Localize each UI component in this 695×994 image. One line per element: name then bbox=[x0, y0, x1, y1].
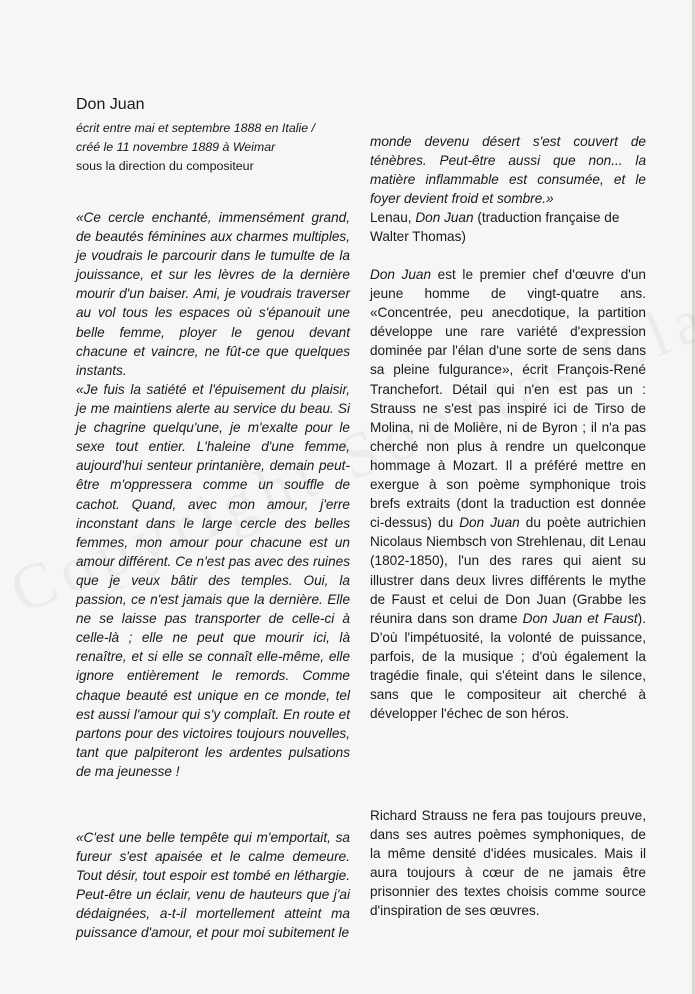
quote-attribution bbox=[370, 208, 646, 246]
quote-text: monde devenu désert s'est couvert de ténèbres. Peut-être aussi que non... la matière inflammable est consumée, et le foyer devient froid et sombre.» bbox=[370, 134, 646, 207]
conductor-info: sous la direction du compositeur bbox=[76, 158, 254, 173]
body-text-part: est le premier chef d'œuvre d'un jeune homme de vingt-quatre ans. «Concentrée, peu anecdotique, la partition développe une rare variété d'expression dominée par l'élan d'une sorte de sens dans sa pleine fulgurance», écrit François-René Tranchefort. Détail qui n'en est pas un : Strauss ne s'est pas inspiré ici de Tirso de Molina, ni de Molière, ni de Byron ; il n'a pas cherché non plus à rendre un quelconque hommage à Mozart. Il a préféré mettre en exergue à son poème symphonique trois brefs extraits (dont la traduction est donnée ci-dessus) du bbox=[370, 267, 646, 531]
body-text-part: ). D'où l'impétuosité, la volonté de puissance, parfois, de la musique ; d'où également la tragédie finale, qui s'éteint dans le silence, sans que le compositeur ait cherché à développer l'échec de son héros. bbox=[370, 610, 646, 722]
composition-dates: écrit entre mai et septembre 1888 en Italie / bbox=[76, 121, 315, 135]
work-info bbox=[76, 119, 366, 175]
quote-paragraph-1 bbox=[76, 208, 350, 380]
attribution-work-title: Don Juan bbox=[415, 210, 474, 225]
attribution-author: Lenau, bbox=[370, 210, 416, 225]
body-text-part: du poète autrichien Nicolaus Niembsch von Strehlenau, dit Lenau (1802-1850), l'un des rares qui aient su illustrer dans deux livres différents le mythe de Faust et celui de Don Juan (Grabbe les réunira dans son drame bbox=[370, 515, 646, 626]
work-title: Don Juan et Faust bbox=[522, 610, 638, 626]
work-title: Don Juan bbox=[370, 267, 432, 282]
page-title: Don Juan bbox=[76, 96, 145, 113]
quote-paragraph-2 bbox=[76, 380, 350, 781]
body-paragraph-1 bbox=[370, 265, 646, 723]
body-text: Richard Strauss ne fera pas toujours preuve, dans ses autres poèmes symphoniques, de la même densité d'idées musicales. Mais il aura toujours à cœur de ne jamais être prisonnier des textes choisis comme source d'inspiration de ses œuvres. bbox=[370, 808, 646, 919]
body-text bbox=[370, 265, 646, 723]
quote-continuation bbox=[370, 132, 646, 208]
quote-text: «Je fuis la satiété et l'épuisement du plaisir, je me maintiens alerte au service du beau. Si je chagrine quelqu'une, je m'exalte pour le sexe tout entier. L'haleine d'une femme, aujourd'hui senteur printanière, demain peut-être m'oppressera comme un souffle de cachot. Quand, avec mon amour, j'erre inconstant dans le large cercle des belles femmes, mon amour pour chacune est un amour différent. Ce n'est pas avec des ruines que je veux bâtir des temples. Oui, la passion, ce n'est jamais que la dernière. Elle ne se laisse pas transporter de celle-ci à celle-là ; elle ne peut que mourir ici, là renaître, et si elle se connaît elle-même, elle ignore entièrement le remords. Comme chaque beauté est unique en ce monde, tel est aussi l'amour qui s'y complaît. En route et partons pour des victoires toujours nouvelles, tant que palpiteront les ardentes pulsations de ma jeunesse ! bbox=[76, 382, 350, 779]
quote-text: «Ce cercle enchanté, immensément grand, de beautés féminines aux charmes multiples, je voudrais le parcourir dans le tumulte de la jouissance, et sur les lèvres de la dernière mourir d'un baiser. Ami, je voudrais traverser au vol tous les espaces où s'épanouit une belle femme, ployer le genou devant chacune et vaincre, ne fût-ce que quelques instants. bbox=[76, 210, 350, 378]
premiere-info: créé le 11 novembre 1889 à Weimar bbox=[76, 139, 276, 154]
body-paragraph-2 bbox=[370, 806, 646, 921]
attribution-text bbox=[370, 208, 646, 246]
quote-paragraph-3 bbox=[76, 828, 350, 943]
work-title: Don Juan bbox=[459, 515, 520, 531]
quote-text: «C'est une belle tempête qui m'emportait, sa fureur s'est apaisée et le calme demeure. Tout désir, tout espoir est tombé en léthargie. Peut-être un éclair, venu de hauteurs que j'ai dédaignées, a-t-il mortellement atteint ma puissance d'amour, et pour moi subitement le bbox=[76, 830, 350, 941]
attribution-translation: (traduction française de Walter Thomas) bbox=[370, 210, 620, 245]
